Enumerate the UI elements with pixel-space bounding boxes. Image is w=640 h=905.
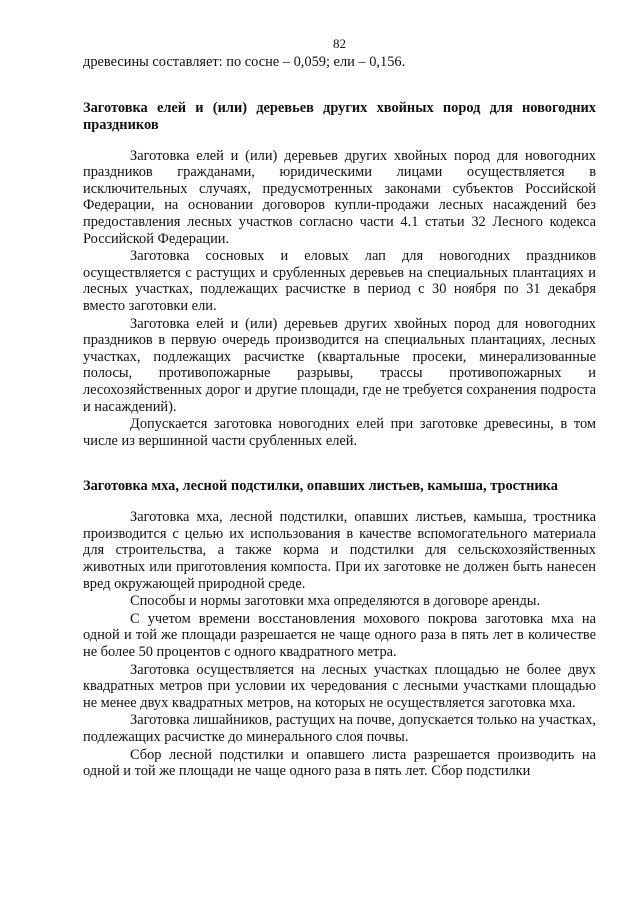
section-heading-moss-litter: Заготовка мха, лесной подстилки, опавших листьев, камыша, тростника [83,478,558,495]
section-body-new-year-trees [83,148,596,450]
paragraph: Заготовка елей и (или) деревьев других хвойных пород для новогодних праздников в первую очередь производится на специальных плантациях, лесных участках, подлежащих расчистке (квартальные просеки, минерализованные полосы, противопожарные разрывы, трассы противопожарных и лесохозяйственных дорог и другие площади, где не требуется сохранения подроста и насаждений). [83,315,596,415]
paragraph: Способы и нормы заготовки мха определяются в договоре аренды. [130,593,541,610]
section-heading-new-year-trees: Заготовка елей и (или) деревьев других хвойных пород для новогодних праздников [83,99,596,133]
paragraph: Заготовка елей и (или) деревьев других хвойных пород для новогодних праздников гражданами, юридическими лицами осуществляется в исключительных случаях, предусмотренных законами субъектов Российской Федерации, на основании договоров купли-продажи лесных насаждений без предоставления лесных участков согласно части 4.1 статьи 32 Лесного кодекса Российской Федерации. [83,147,596,247]
paragraph: Заготовка лишайников, растущих на почве, допускается только на участках, подлежащих расчистке до минерального слоя почвы. [83,712,596,745]
paragraph: Сбор лесной подстилки и опавшего листа разрешается производить на одной и той же площади не чаще одного раза в пять лет. Сбор подстилки [83,746,596,780]
paragraph: Заготовка мха, лесной подстилки, опавших листьев, камыша, тростника производится с целью их использования в качестве вспомогательного материала для строительства, а также корма и подстилки для сельскохозяйственных животных или приготовления компоста. При их заготовке не должен быть нанесен вред окружающей природной среде. [83,509,596,592]
paragraph: Заготовка сосновых и еловых лап для новогодних праздников осуществляется с растущих и срубленных деревьев на специальных плантациях и лесных участках, подлежащих расчистке в период с 30 ноября по 31 декабря вместо заготовки ели. [83,248,596,314]
lead-text: древесины составляет: по сосне – 0,059; ели – 0,156. [83,54,406,70]
page-number: 82 [333,36,346,51]
paragraph: Допускается заготовка новогодних елей при заготовке древесины, в том числе из вершинной части срубленных елей. [83,416,596,449]
document-page [83,36,596,781]
section-body-moss-litter [83,509,596,780]
paragraph: Заготовка осуществляется на лесных участках площадью не более двух квадратных метров при условии их чередования с лесными участками площадью не менее двух квадратных метров, на которых не осуществляется заготовка мха. [83,661,596,711]
paragraph: С учетом времени восстановления мохового покрова заготовка мха на одной и той же площади разрешается не чаще одного раза в пять лет в количестве не более 50 процентов с одного квадратного метра. [83,610,596,661]
